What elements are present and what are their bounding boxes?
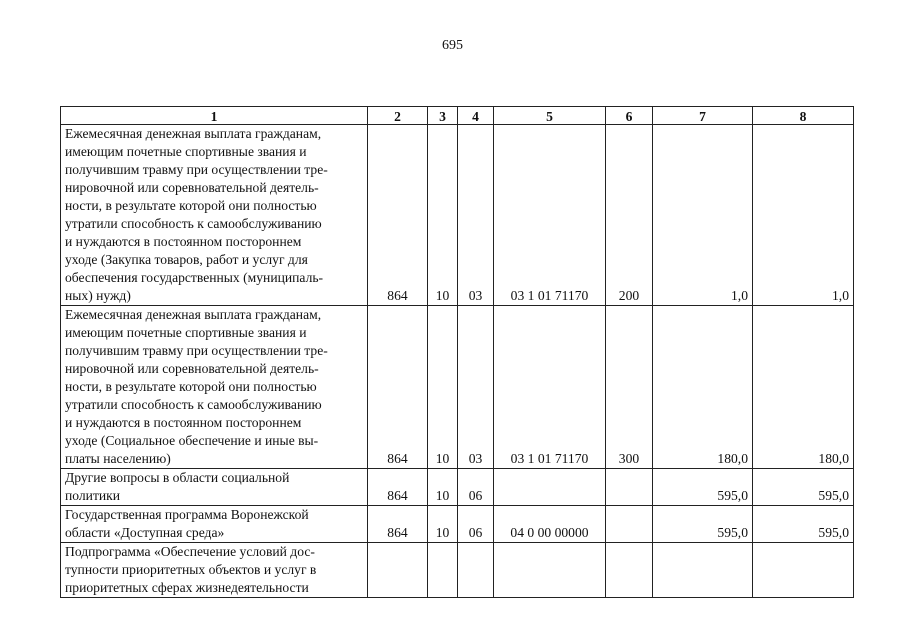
- table-row: [61, 469, 854, 506]
- table-row: [61, 543, 854, 598]
- col-header-5: 5: [494, 107, 606, 125]
- header-row: [61, 107, 854, 125]
- row-name: Ежемесячная денежная выплата гражданам, имеющим почетные спортивные звания и получившим травму при осуществлении тре- нировочной или соревновательной деятель- ности, в результате которой они полностью утратили способность к самообслуживанию и нуждаются в постоянном постороннем уходе (Социальное обеспечение и иные вы- платы населению): [61, 306, 368, 469]
- cell-col5: 04 0 00 00000: [494, 506, 606, 543]
- cell-col6: 300: [606, 306, 653, 469]
- col-header-3: 3: [428, 107, 458, 125]
- cell-col3: [428, 543, 458, 598]
- cell-col4: 03: [458, 306, 494, 469]
- cell-col7: 180,0: [653, 306, 753, 469]
- cell-col3: 10: [428, 306, 458, 469]
- cell-col4: 06: [458, 469, 494, 506]
- cell-col7: 1,0: [653, 125, 753, 306]
- cell-col2: 864: [368, 469, 428, 506]
- cell-col2: 864: [368, 506, 428, 543]
- cell-col5: [494, 543, 606, 598]
- cell-col6: 200: [606, 125, 653, 306]
- cell-col3: 10: [428, 469, 458, 506]
- cell-col2: 864: [368, 125, 428, 306]
- cell-col8: 595,0: [753, 506, 854, 543]
- cell-col5: [494, 469, 606, 506]
- cell-col5: 03 1 01 71170: [494, 306, 606, 469]
- cell-col8: 595,0: [753, 469, 854, 506]
- col-header-8: 8: [753, 107, 854, 125]
- cell-col7: 595,0: [653, 506, 753, 543]
- table-row: [61, 506, 854, 543]
- table-row: [61, 125, 854, 306]
- cell-col6: [606, 506, 653, 543]
- cell-col8: 180,0: [753, 306, 854, 469]
- row-name: Ежемесячная денежная выплата гражданам, имеющим почетные спортивные звания и получившим травму при осуществлении тре- нировочной или соревновательной деятель- ности, в результате которой они полностью утратили способность к самообслуживанию и нуждаются в постоянном постороннем уходе (Закупка товаров, работ и услуг для обеспечения государственных (муниципаль- ных) нужд): [61, 125, 368, 306]
- col-header-1: 1: [61, 107, 368, 125]
- row-name: Другие вопросы в области социальной политики: [61, 469, 368, 506]
- page-number: 695: [442, 38, 463, 53]
- cell-col4: [458, 543, 494, 598]
- col-header-4: 4: [458, 107, 494, 125]
- row-name: Подпрограмма «Обеспечение условий дос- тупности приоритетных объектов и услуг в приоритетных сферах жизнедеятельности: [61, 543, 368, 598]
- cell-col7: 595,0: [653, 469, 753, 506]
- row-name: Государственная программа Воронежской области «Доступная среда»: [61, 506, 368, 543]
- cell-col4: 06: [458, 506, 494, 543]
- col-header-2: 2: [368, 107, 428, 125]
- col-header-7: 7: [653, 107, 753, 125]
- cell-col5: 03 1 01 71170: [494, 125, 606, 306]
- col-header-6: 6: [606, 107, 653, 125]
- table-row: [61, 306, 854, 469]
- cell-col3: 10: [428, 125, 458, 306]
- cell-col4: 03: [458, 125, 494, 306]
- cell-col2: 864: [368, 306, 428, 469]
- cell-col3: 10: [428, 506, 458, 543]
- cell-col2: [368, 543, 428, 598]
- cell-col8: [753, 543, 854, 598]
- cell-col6: [606, 543, 653, 598]
- budget-table: [60, 106, 854, 598]
- cell-col8: 1,0: [753, 125, 854, 306]
- cell-col7: [653, 543, 753, 598]
- cell-col6: [606, 469, 653, 506]
